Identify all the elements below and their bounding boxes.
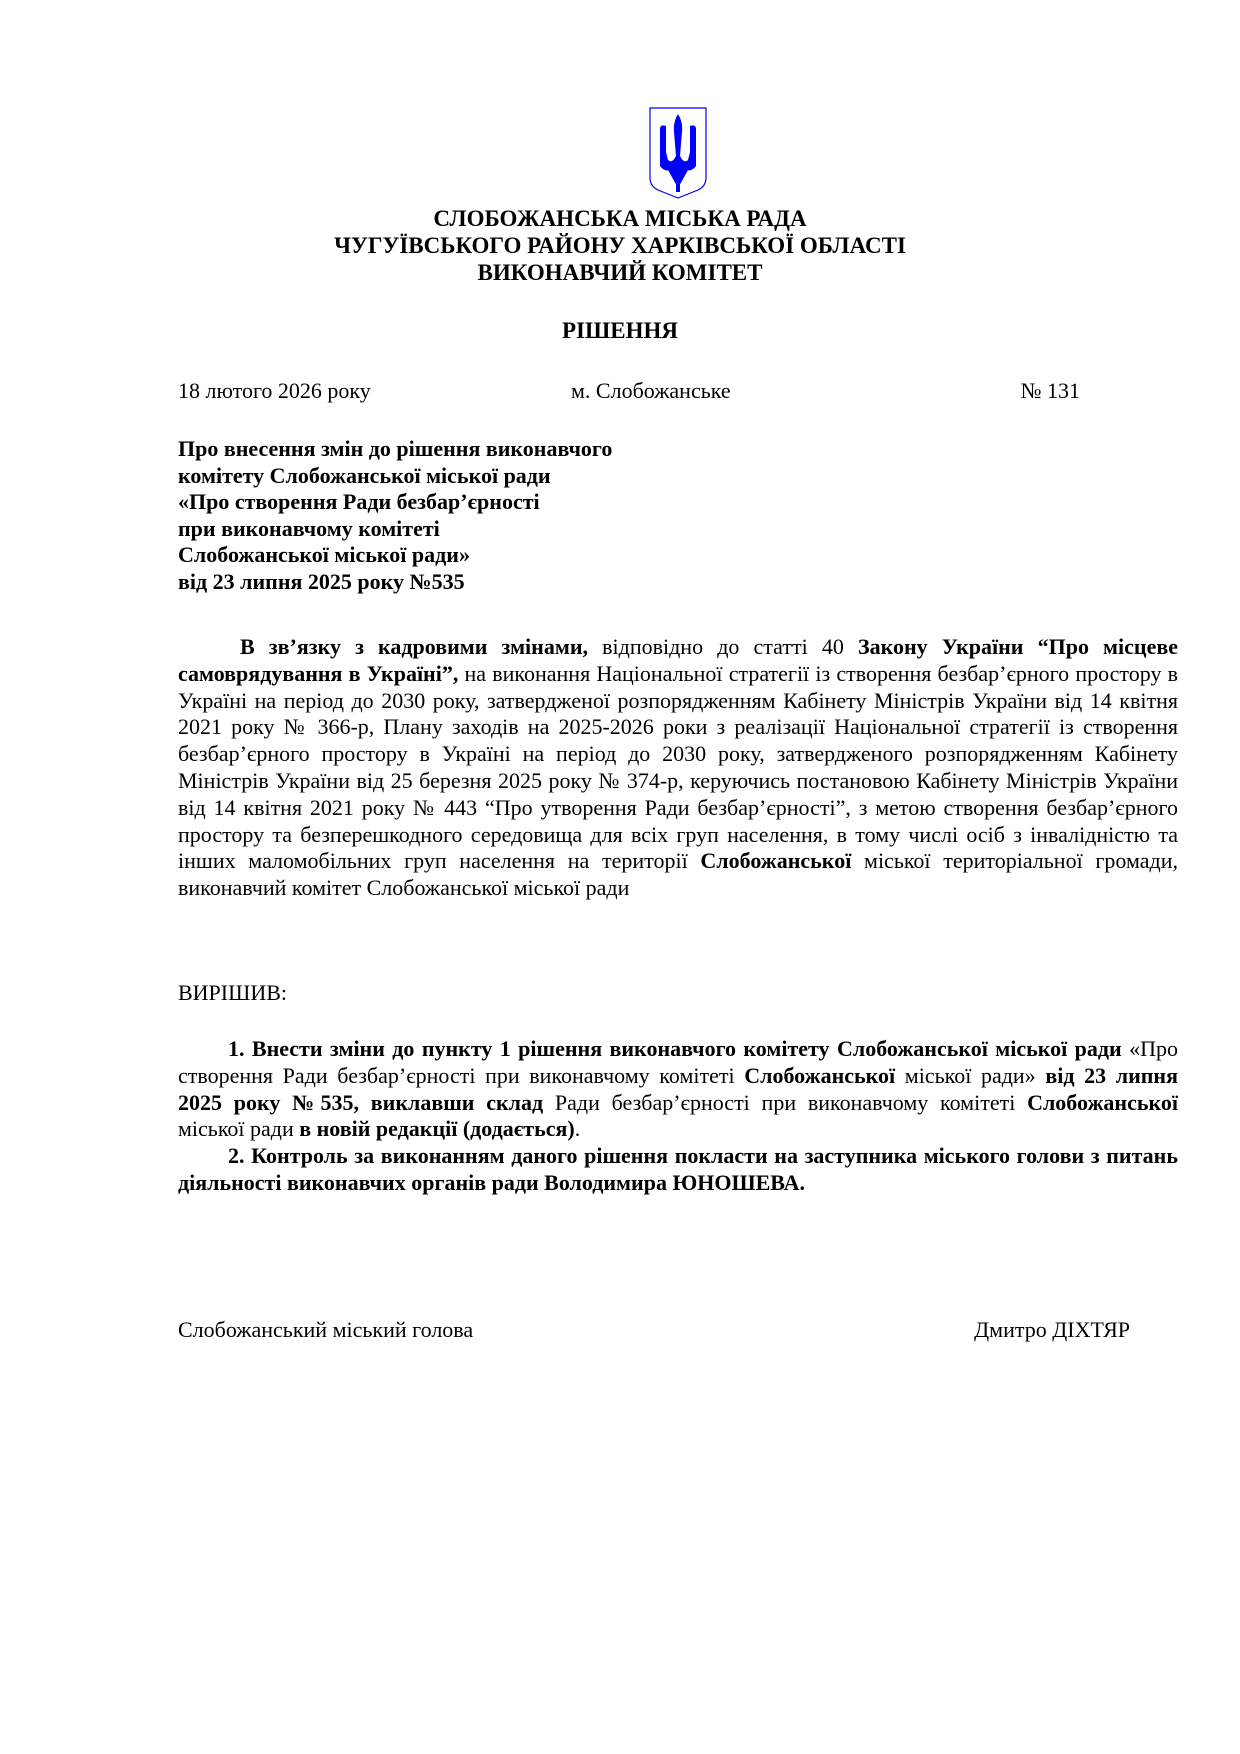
item-text-bold: Слобожанської bbox=[744, 1062, 896, 1088]
item-text: . bbox=[574, 1116, 581, 1142]
subject-line: «Про створення Ради безбар’єрності bbox=[178, 489, 540, 515]
signature-block bbox=[178, 1316, 1130, 1344]
preamble-law-reference: Закону України “Про місцеве самоврядування в Україні”, bbox=[178, 634, 1179, 686]
item-text: «Про створення Ради безбар’єрності при виконавчому комітеті bbox=[178, 1036, 1179, 1088]
resolution-item-1 bbox=[178, 1036, 1178, 1143]
subject-line: комітету Слобожанської міської ради bbox=[178, 462, 551, 488]
item-text-bold: в новій редакції (додається) bbox=[299, 1116, 575, 1142]
item-text: Ради безбар’єрності при виконавчому комітеті bbox=[543, 1089, 1028, 1115]
item-text-bold: 2. Контроль за виконанням даного рішення покласти на заступника міського голови з питань діяльності виконавчих органів ради Володимира ЮНОШЕВА. bbox=[178, 1143, 1178, 1195]
document-date: 18 лютого 2026 року bbox=[178, 378, 371, 403]
resolution-item-2 bbox=[178, 1143, 1178, 1197]
trident-coat-of-arms-icon bbox=[646, 104, 710, 200]
preamble-text: міської територіальної громади, виконавчий комітет Слобожанської міської ради bbox=[178, 848, 1178, 901]
header-line-committee: ВИКОНАВЧИЙ КОМІТЕТ bbox=[477, 260, 763, 285]
item-text-bold: від 23 липня 2025 року №535, виклавши склад bbox=[178, 1062, 1178, 1115]
item-text: міської ради» bbox=[895, 1062, 1046, 1088]
document-type-title: РІШЕННЯ bbox=[562, 318, 678, 343]
preamble-paragraph bbox=[178, 634, 1178, 902]
signatory-title: Слобожанський міський голова bbox=[178, 1317, 474, 1342]
resolved-label: ВИРІШИВ: bbox=[178, 980, 287, 1005]
preamble-text: на виконання Національної стратегії із створення безбар’єрного простору в Україні на період до 2030 року, затвердженої розпорядженням Кабінету Міністрів України від 14 квітня 2021 року № 366-р, Плану заходів на 2025-2026 роки з реалізації Національної стратегії із створення безбар’єрного простору в Україні на період до 2030 року, затвердженого розпорядженням Кабінету Міністрів України від 25 березня 2025 року № 374-р, керуючись постановою Кабінету Міністрів України від 14 квітня 2021 року № 443 “Про утворення Ради безбар’єрності”, з метою створення безбар’єрного простору та безперешкодного середовища для всіх груп населення, в тому числі осіб з інвалідністю та інших маломобільних груп населення на території bbox=[178, 660, 1179, 874]
signatory-name: Дмитро ДІХТЯР bbox=[974, 1317, 1130, 1342]
subject-line: Слобожанської міської ради» bbox=[178, 542, 470, 568]
document-place: м. Слобожанське bbox=[571, 378, 731, 403]
header-line-district: ЧУГУЇВСЬКОГО РАЙОНУ ХАРКІВСЬКОЇ ОБЛАСТІ bbox=[334, 233, 906, 258]
preamble-community-name: Слобожанської bbox=[700, 848, 852, 874]
header-line-council: СЛОБОЖАНСЬКА МІСЬКА РАДА bbox=[433, 206, 807, 231]
item-text-bold: 1. Внести зміни до пункту 1 рішення виконавчого комітету Слобожанської міської ради bbox=[228, 1036, 1122, 1061]
subject-line: від 23 липня 2025 року №535 bbox=[178, 568, 465, 594]
preamble-text: відповідно до статті 40 bbox=[588, 634, 858, 659]
item-text-bold: Слобожанської bbox=[1027, 1089, 1178, 1115]
issuing-authority-header bbox=[160, 205, 1080, 286]
document-number: № 131 bbox=[1020, 378, 1080, 403]
item-text: міської ради bbox=[178, 1116, 300, 1142]
document-meta bbox=[178, 377, 1080, 405]
preamble-intro: В зв’язку з кадровими змінами, bbox=[240, 634, 589, 659]
subject-line: Про внесення змін до рішення виконавчого bbox=[178, 436, 613, 461]
subject-line: при виконавчому комітеті bbox=[178, 515, 440, 541]
decision-subject bbox=[178, 436, 738, 596]
